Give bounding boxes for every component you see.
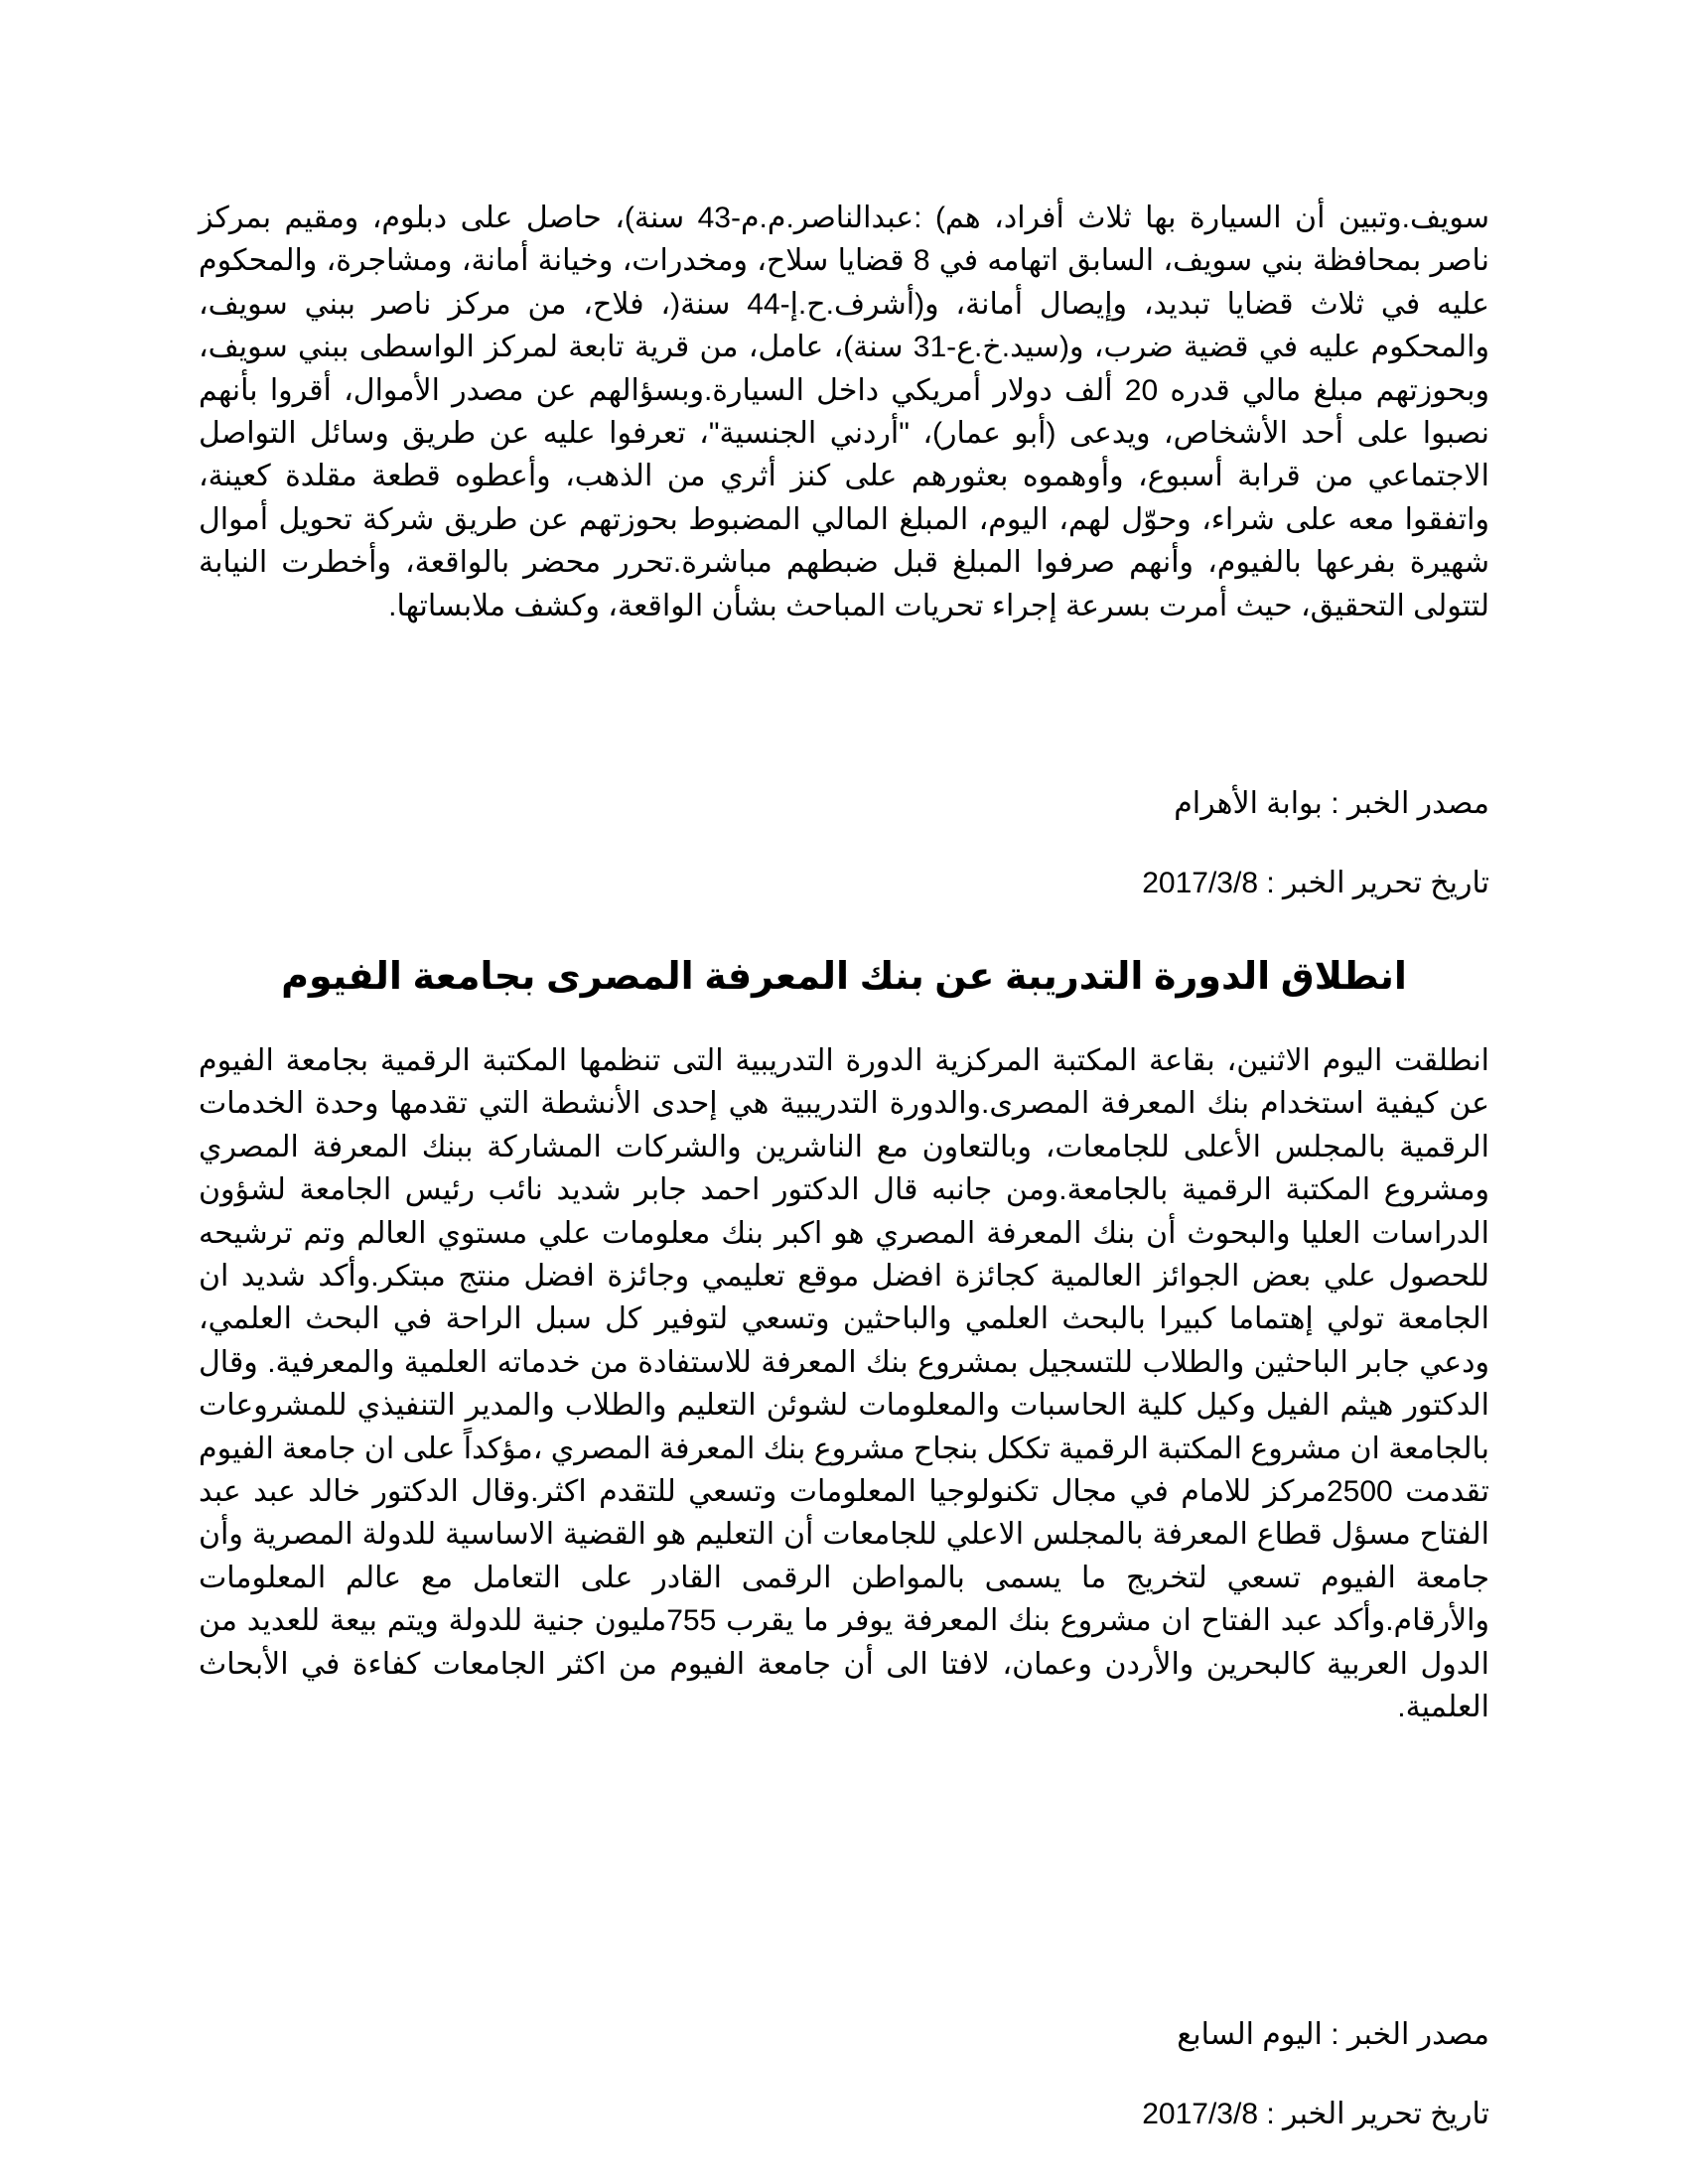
article-2-date: تاريخ تحرير الخبر : 2017/3/8 [1142, 2098, 1489, 2130]
article-2-source: مصدر الخبر : اليوم السابع [1177, 2018, 1489, 2051]
article-2-body: انطلقت اليوم الاثنين، بقاعة المكتبة المركزية الدورة التدريبية التى تنظمها المكتبة الرقمية بجامعة الفيوم عن كيفية استخدام بنك المعرفة المصرى.والدورة التدريبية هي إحدى الأنشطة التي تقدمها وحدة الخدمات الرقمية بالمجلس الأعلى للجامعات، وبالتعاون مع الناشرين والشركات المشاركة ببنك المعرفة المصري ومشروع المكتبة الرقمية بالجامعة.ومن جانبه قال الدكتور احمد جابر شديد نائب رئيس الجامعة لشؤون الدراسات العليا والبحوث أن بنك المعرفة المصري هو اكبر بنك معلومات علي مستوي العالم وتم ترشيحه للحصول علي بعض الجوائز العالمية كجائزة افضل موقع تعليمي وجائزة افضل منتج مبتكر.وأكد شديد ان الجامعة تولي إهتماما كبيرا بالبحث العلمي والباحثين وتسعي لتوفير كل سبل الراحة في البحث العلمي، ودعي جابر الباحثين والطلاب للتسجيل بمشروع بنك المعرفة للاستفادة من خدماته العلمية والمعرفية. وقال الدكتور هيثم الفيل وكيل كلية الحاسبات والمعلومات لشوئن التعليم والطلاب والمدير التنفيذي للمشروعات بالجامعة ان مشروع المكتبة الرقمية تككل بنجاح مشروع بنك المعرفة المصري ،مؤكداً على ان جامعة الفيوم تقدمت 2500مركز للامام في مجال تكنولوجيا المعلومات وتسعي للتقدم اكثر.وقال الدكتور خالد عبد عبد الفتاح مسؤل قطاع المعرفة بالمجلس الاعلي للجامعات أن التعليم هو القضية الاساسية للدولة المصرية وأن جامعة الفيوم تسعي لتخريج ما يسمى بالمواطن الرقمى القادر على التعامل مع عالم المعلومات والأرقام.وأكد عبد الفتاح ان مشروع بنك المعرفة يوفر ما يقرب 755مليون جنية للدولة ويتم بيعة للعديد من الدول العربية كالبحرين والأردن وعمان، لافتا الى أن جامعة الفيوم من اكثر الجامعات كفاءة في الأبحاث العلمية. [199, 1044, 1490, 1724]
article-1-source: مصدر الخبر : بوابة الأهرام [1174, 787, 1489, 820]
article-1-date: تاريخ تحرير الخبر : 2017/3/8 [1142, 867, 1489, 899]
article-1-body: سويف.وتبين أن السيارة بها ثلاث أفراد، هم) :عبدالناصر.م.م-43 سنة)، حاصل على دبلوم، ومقيم بمركز ناصر بمحافظة بني سويف، السابق اتهامه في 8 قضايا سلاح، ومخدرات، وخيانة أمانة، ومشاجرة، والمحكوم عليه في ثلاث قضايا تبديد، وإيصال أمانة، و(أشرف.ح.إ-44 سنة(، فلاح، من مركز ناصر ببني سويف، والمحكوم عليه في قضية ضرب، و(سيد.خ.ع-31 سنة)، عامل، من قرية تابعة لمركز الواسطى ببني سويف، وبحوزتهم مبلغ مالي قدره 20 ألف دولار أمريكي داخل السيارة.وبسؤالهم عن مصدر الأموال، أقروا بأنهم نصبوا على أحد الأشخاص، ويدعى (أبو عمار)، "أردني الجنسية"، تعرفوا عليه عن طريق وسائل التواصل الاجتماعي من قرابة أسبوع، وأوهموه بعثورهم على كنز أثري من الذهب، وأعطوه قطعة مقلدة كعينة، واتفقوا معه على شراء، وحوّل لهم، اليوم، المبلغ المالي المضبوط بحوزتهم عن طريق شركة تحويل أموال شهيرة بفرعها بالفيوم، وأنهم صرفوا المبلغ قبل ضبطهم مباشرة.تحرر محضر بالواقعة، وأخطرت النيابة لتتولى التحقيق، حيث أمرت بسرعة إجراء تحريات المباحث بشأن الواقعة، وكشف ملابساتها. [199, 202, 1490, 622]
article-2-title: انطلاق الدورة التدريبة عن بنك المعرفة المصرى بجامعة الفيوم [281, 956, 1407, 998]
